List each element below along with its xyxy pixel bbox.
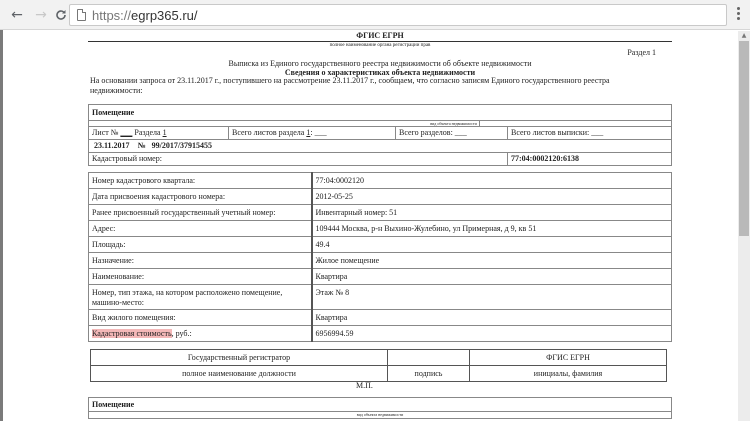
registrar-position: Государственный регистратор xyxy=(91,350,388,366)
table-row: Адрес: 109444 Москва, р-н Выхино-Жулебино, ул Примерная, д 9, кв 51 xyxy=(89,221,672,237)
table-row: Номер кадастрового квартала: 77:04:0002120 xyxy=(89,173,672,189)
table-row: Назначение: Жилое помещение xyxy=(89,253,672,269)
browser-menu-button[interactable] xyxy=(735,7,741,23)
section-number: Раздел 1 xyxy=(627,48,656,57)
menu-dots-icon xyxy=(737,7,740,10)
section-sheets-info: Всего листов раздела 1: ___ xyxy=(229,127,396,140)
org-subtitle: полное наименование органа регистрации прав xyxy=(329,43,431,48)
cadastral-number-value: 77:04:0002120:6138 xyxy=(508,153,672,166)
table-row: Наименование: Квартира xyxy=(89,269,672,285)
table-row: Номер, тип этажа, на котором расположено помещение, машино-место: Этаж № 8 xyxy=(89,285,672,310)
extract-date: 23.11.2017 xyxy=(94,141,130,150)
header-rule xyxy=(88,41,672,42)
extract-subtitle: Сведения о характеристиках объекта недвижимости xyxy=(284,68,476,77)
highlighted-text: Кадастровая стоимость xyxy=(92,329,172,338)
total-sections-info: Всего разделов: ___ xyxy=(396,127,508,140)
org-title: ФГИС ЕГРН xyxy=(356,31,404,40)
vertical-scrollbar[interactable] xyxy=(738,31,750,421)
forward-button[interactable]: → xyxy=(35,7,47,23)
name-caption: инициалы, фамилия xyxy=(470,366,667,382)
table-row: Дата присвоения кадастрового номера: 2012-05-25 xyxy=(89,189,672,205)
position-caption: полное наименование должности xyxy=(91,366,388,382)
signature-cell xyxy=(388,350,470,366)
table-row: Площадь: 49.4 xyxy=(89,237,672,253)
signature-caption: подпись xyxy=(388,366,470,382)
table-row: Ранее присвоенный государственный учетный номер: Инвентарный номер: 51 xyxy=(89,205,672,221)
browser-toolbar xyxy=(0,0,750,30)
scroll-up-arrow-icon[interactable]: ▲ xyxy=(741,32,747,39)
reload-icon xyxy=(55,9,67,21)
address-bar[interactable] xyxy=(69,4,727,26)
window-edge xyxy=(0,30,3,421)
extract-number: 99/2017/37915455 xyxy=(151,141,213,150)
extract-title: Выписка из Единого государственного реестра недвижимости об объекте недвижимости xyxy=(228,59,532,68)
stamp-placeholder: М.П. xyxy=(356,381,373,390)
back-button[interactable]: ← xyxy=(11,7,23,23)
cadastral-value: 6956994.59 xyxy=(312,326,672,342)
sheet-info: Лист № ___ Раздела 1 xyxy=(89,127,229,140)
characteristics-table xyxy=(88,172,672,342)
signature-table xyxy=(90,349,667,382)
total-extract-sheets-info: Всего листов выписки: ___ xyxy=(508,127,672,140)
table-row: Вид жилого помещения: Квартира xyxy=(89,310,672,326)
table-row-cadastral-value: Кадастровая стоимость, руб.: 6956994.59 xyxy=(89,326,672,342)
cadastral-number-label: Кадастровый номер: xyxy=(89,153,508,166)
object-type-caption: вид объекта недвижимости xyxy=(430,121,479,126)
next-object-header-table xyxy=(88,397,672,419)
page-icon xyxy=(77,9,86,21)
object-type-caption: вид объекта недвижимости xyxy=(89,412,672,419)
object-header-table xyxy=(88,104,672,166)
url-text: https://egrp365.ru/ xyxy=(92,8,198,23)
date-number-row: 23.11.2017 № 99/2017/37915455 xyxy=(89,140,672,153)
object-type: Помещение xyxy=(89,105,672,121)
registrar-name: ФГИС ЕГРН xyxy=(470,350,667,366)
basis-paragraph: На основании запроса от 23.11.2017 г., поступившего на рассмотрение 23.11.2017 г., сообщаем, что согласно записям Единого государственного реестра недвижимости: xyxy=(90,76,610,95)
reload-button[interactable] xyxy=(52,6,70,24)
object-type: Помещение xyxy=(89,398,672,412)
scroll-thumb[interactable] xyxy=(739,41,749,236)
